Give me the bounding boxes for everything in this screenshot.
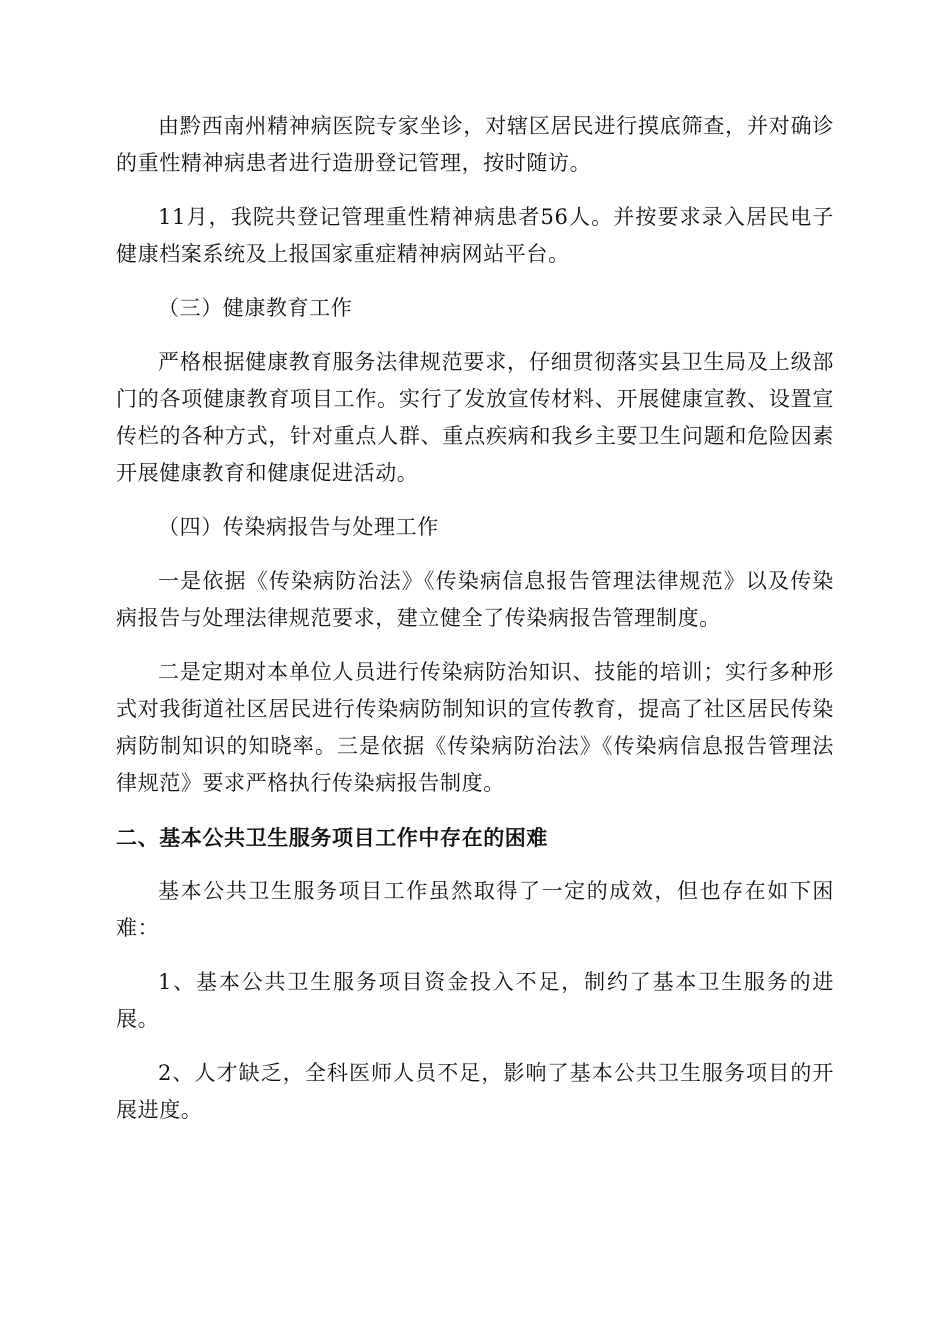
document-page xyxy=(116,108,834,1129)
paragraph-november-registration: 11月，我院共登记管理重性精神病患者56人。并按要求录入居民电子健康档案系统及上报国家重症精神病网站平台。 xyxy=(116,205,834,266)
paragraph-reporting-system: 一是依据《传染病防治法》《传染病信息报告管理法律规范》以及传染病报告与处理法律规范要求，建立健全了传染病报告管理制度。 xyxy=(116,569,834,630)
paragraph-difficulties-intro: 基本公共卫生服务项目工作虽然取得了一定的成效，但也存在如下困难： xyxy=(116,879,834,940)
subheading-infectious-disease-reporting: （四）传染病报告与处理工作 xyxy=(158,515,439,539)
section-heading-difficulties: 二、基本公共卫生服务项目工作中存在的困难 xyxy=(116,825,548,850)
paragraph-health-education: 严格根据健康教育服务法律规范要求，仔细贯彻落实县卫生局及上级部门的各项健康教育项目工作。实行了发放宣传材料、开展健康宣教、设置宣传栏的各种方式，针对重点人群、重点疾病和我乡主要卫生问题和危险因素开展健康教育和健康促进活动。 xyxy=(116,350,834,485)
paragraph-training-and-education: 二是定期对本单位人员进行传染病防治知识、技能的培训；实行多种形式对我街道社区居民进行传染病防制知识的宣传教育，提高了社区居民传染病防制知识的知晓率。三是依据《传染病防治法》《传染病信息报告管理法律规范》要求严格执行传染病报告制度。 xyxy=(116,660,834,795)
paragraph-difficulty-staffing: 2、人才缺乏，全科医师人员不足，影响了基本公共卫生服务项目的开展进度。 xyxy=(116,1061,834,1122)
paragraph-mental-health-screening: 由黔西南州精神病医院专家坐诊，对辖区居民进行摸底筛查，并对确诊的重性精神病患者进行造册登记管理，按时随访。 xyxy=(116,114,834,175)
paragraph-difficulty-funding: 1、基本公共卫生服务项目资金投入不足，制约了基本卫生服务的进展。 xyxy=(116,970,834,1031)
subheading-health-education: （三）健康教育工作 xyxy=(158,296,353,320)
